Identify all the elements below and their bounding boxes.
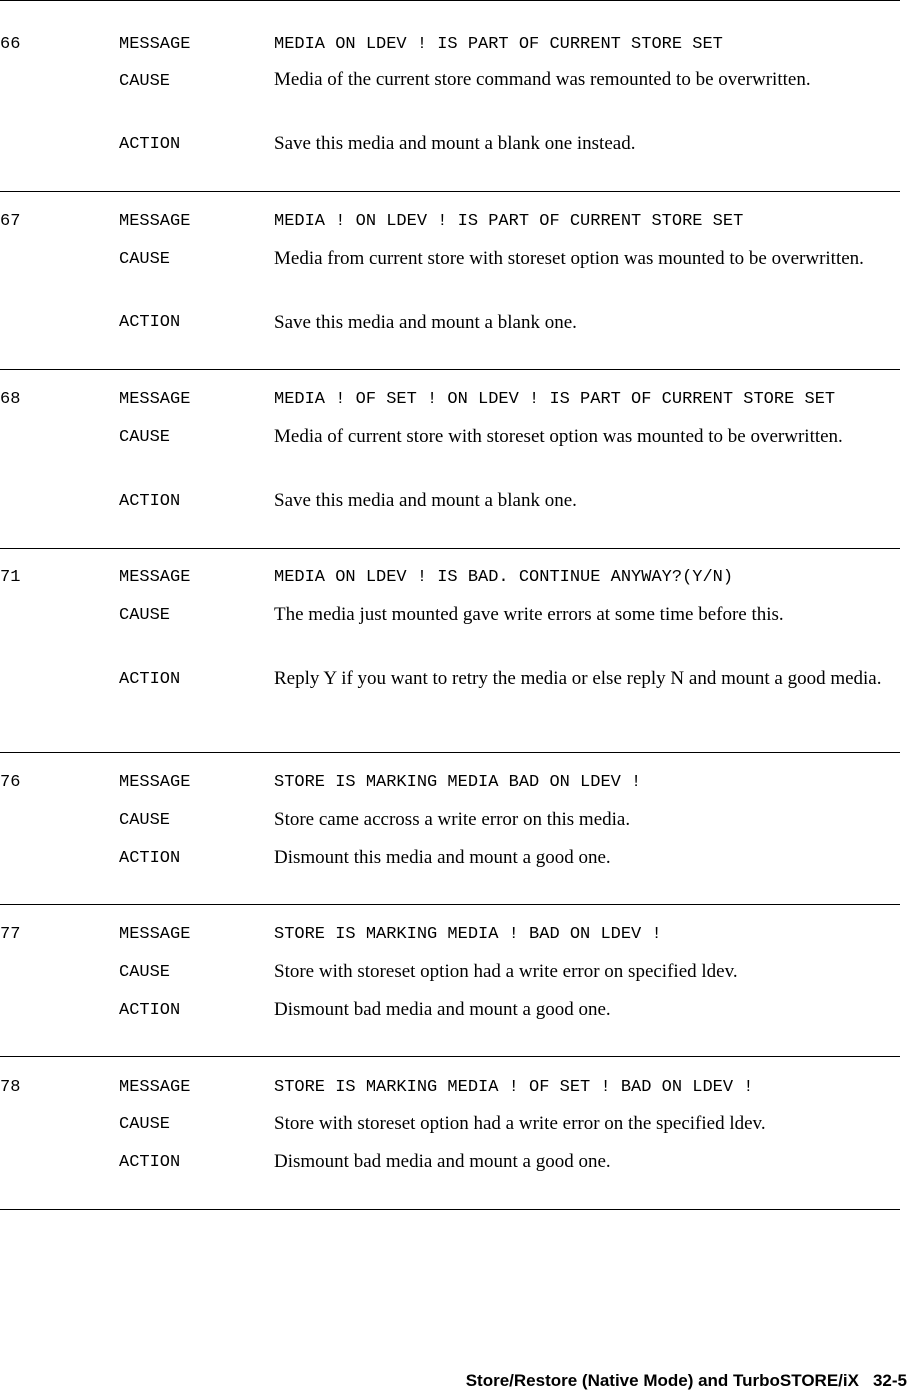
action-label: ACTION: [119, 135, 181, 154]
message-label: MESSAGE: [119, 773, 191, 792]
cause-text: Media of the current store command was remounted to be overwritten.: [274, 69, 811, 90]
action-label: ACTION: [119, 1153, 181, 1172]
entry-number: 67: [0, 212, 21, 231]
divider-rule: [0, 752, 900, 753]
message-label: MESSAGE: [119, 1078, 191, 1097]
footer-title: Store/Restore (Native Mode) and TurboSTORE/iX: [465, 1371, 859, 1390]
message-text: STORE IS MARKING MEDIA ! BAD ON LDEV !: [274, 925, 662, 944]
divider-rule: [0, 904, 900, 905]
action-text: Save this media and mount a blank one.: [274, 490, 577, 511]
cause-label: CAUSE: [119, 963, 171, 982]
message-text: MEDIA ON LDEV ! IS BAD. CONTINUE ANYWAY?(Y/N): [274, 568, 734, 587]
action-text: Dismount this media and mount a good one.: [274, 847, 611, 868]
message-label: MESSAGE: [119, 568, 191, 587]
action-label: ACTION: [119, 849, 181, 868]
cause-text: Store with storeset option had a write error on the specified ldev.: [274, 1113, 766, 1134]
cause-label: CAUSE: [119, 428, 171, 447]
action-text: Reply Y if you want to retry the media or else reply N and mount a good media.: [274, 668, 882, 689]
message-label: MESSAGE: [119, 390, 191, 409]
action-label: ACTION: [119, 492, 181, 511]
cause-label: CAUSE: [119, 72, 171, 91]
message-label: MESSAGE: [119, 35, 191, 54]
action-text: Dismount bad media and mount a good one.: [274, 999, 611, 1020]
entry-number: 66: [0, 35, 21, 54]
message-text: MEDIA ! ON LDEV ! IS PART OF CURRENT STORE SET: [274, 212, 744, 231]
action-label: ACTION: [119, 313, 181, 332]
entry-number: 71: [0, 568, 21, 587]
cause-text: Media of current store with storeset option was mounted to be overwritten.: [274, 426, 843, 447]
page-number: 32-5: [872, 1371, 907, 1390]
divider-rule: [0, 1209, 900, 1210]
entry-number: 68: [0, 390, 21, 409]
divider-rule: [0, 0, 900, 1]
message-text: STORE IS MARKING MEDIA ! OF SET ! BAD ON LDEV !: [274, 1078, 754, 1097]
action-label: ACTION: [119, 670, 181, 689]
action-label: ACTION: [119, 1001, 181, 1020]
entry-number: 76: [0, 773, 21, 792]
entry-number: 77: [0, 925, 21, 944]
cause-label: CAUSE: [119, 1115, 171, 1134]
message-label: MESSAGE: [119, 212, 191, 231]
divider-rule: [0, 1056, 900, 1057]
page-footer: [466, 1371, 907, 1391]
divider-rule: [0, 369, 900, 370]
cause-text: The media just mounted gave write errors at some time before this.: [274, 604, 784, 625]
message-text: MEDIA ON LDEV ! IS PART OF CURRENT STORE SET: [274, 35, 723, 54]
cause-text: Media from current store with storeset option was mounted to be overwritten.: [274, 248, 864, 269]
entry-number: 78: [0, 1078, 21, 1097]
cause-text: Store came accross a write error on this media.: [274, 809, 631, 830]
divider-rule: [0, 191, 900, 192]
cause-label: CAUSE: [119, 250, 171, 269]
message-text: STORE IS MARKING MEDIA BAD ON LDEV !: [274, 773, 642, 792]
cause-text: Store with storeset option had a write error on specified ldev.: [274, 961, 738, 982]
action-text: Save this media and mount a blank one.: [274, 312, 577, 333]
divider-rule: [0, 548, 900, 549]
message-text: MEDIA ! OF SET ! ON LDEV ! IS PART OF CURRENT STORE SET: [274, 390, 836, 409]
action-text: Dismount bad media and mount a good one.: [274, 1151, 611, 1172]
cause-label: CAUSE: [119, 811, 171, 830]
action-text: Save this media and mount a blank one instead.: [274, 133, 636, 154]
message-label: MESSAGE: [119, 925, 191, 944]
cause-label: CAUSE: [119, 606, 171, 625]
